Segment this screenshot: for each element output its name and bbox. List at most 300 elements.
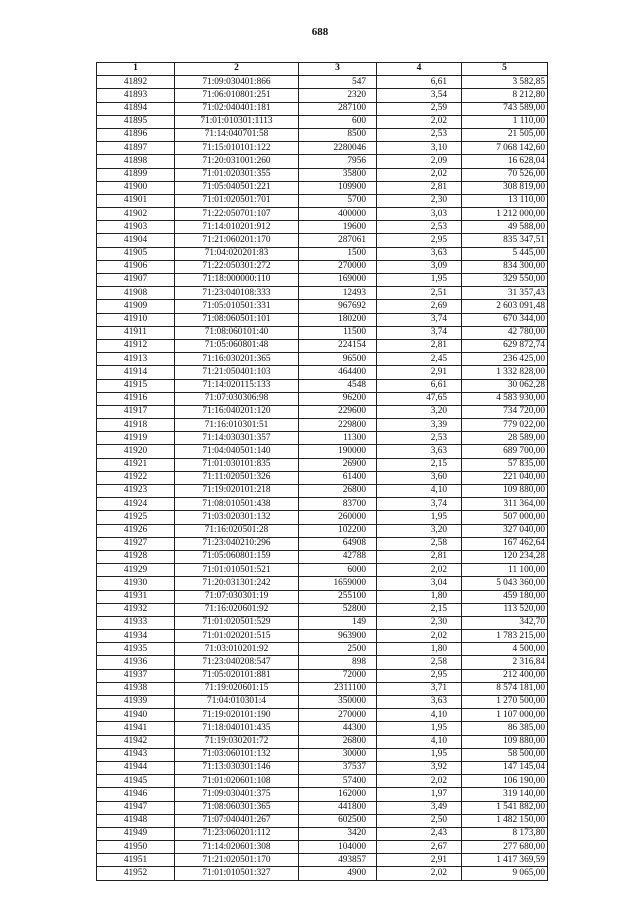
row-number-cell: 41952 <box>97 867 175 880</box>
rate-cell: 4,10 <box>377 485 462 498</box>
row-number-cell: 41929 <box>97 564 175 577</box>
area-cell: 64908 <box>299 537 377 550</box>
table-row <box>97 524 548 537</box>
table-row <box>97 867 548 880</box>
value-cell: 8 574 181,00 <box>462 682 548 695</box>
table-row <box>97 76 548 89</box>
rate-cell: 2,53 <box>377 221 462 234</box>
table-row <box>97 353 548 366</box>
table-row <box>97 274 548 287</box>
table-row <box>97 313 548 326</box>
row-number-cell: 41902 <box>97 208 175 221</box>
rate-cell: 3,74 <box>377 326 462 339</box>
value-cell: 459 180,00 <box>462 590 548 603</box>
value-cell: 4 583 930,00 <box>462 392 548 405</box>
cadastral-number-cell: 71:23:040210:296 <box>175 537 299 550</box>
rate-cell: 2,09 <box>377 155 462 168</box>
cadastral-number-cell: 71:16:020501:28 <box>175 524 299 537</box>
area-cell: 83700 <box>299 498 377 511</box>
row-number-cell: 41900 <box>97 181 175 194</box>
cadastral-number-cell: 71:01:020201:515 <box>175 630 299 643</box>
header-col-4: 4 <box>377 63 462 76</box>
value-cell: 42 780,00 <box>462 326 548 339</box>
row-number-cell: 41911 <box>97 326 175 339</box>
table-row <box>97 550 548 563</box>
table-row <box>97 630 548 643</box>
rate-cell: 2,91 <box>377 366 462 379</box>
rate-cell: 3,63 <box>377 696 462 709</box>
table-row <box>97 392 548 405</box>
value-cell: 11 100,00 <box>462 564 548 577</box>
cadastral-number-cell: 71:02:040401:181 <box>175 102 299 115</box>
row-number-cell: 41944 <box>97 761 175 774</box>
area-cell: 44300 <box>299 722 377 735</box>
area-cell: 287061 <box>299 234 377 247</box>
value-cell: 835 347,51 <box>462 234 548 247</box>
cadastral-number-cell: 71:19:020101:218 <box>175 485 299 498</box>
table-row <box>97 168 548 181</box>
rate-cell: 2,02 <box>377 630 462 643</box>
area-cell: 270000 <box>299 709 377 722</box>
cadastral-number-cell: 71:07:030301:19 <box>175 590 299 603</box>
row-number-cell: 41917 <box>97 405 175 418</box>
cadastral-number-cell: 71:01:010501:327 <box>175 867 299 880</box>
cadastral-number-cell: 71:15:010101:122 <box>175 142 299 155</box>
cadastral-number-cell: 71:22:050301:272 <box>175 260 299 273</box>
area-cell: 11300 <box>299 432 377 445</box>
rate-cell: 1,80 <box>377 643 462 656</box>
value-cell: 1 270 500,00 <box>462 696 548 709</box>
area-cell: 26800 <box>299 485 377 498</box>
rate-cell: 2,02 <box>377 867 462 880</box>
table-row <box>97 643 548 656</box>
area-cell: 898 <box>299 656 377 669</box>
rate-cell: 2,81 <box>377 550 462 563</box>
header-row <box>97 63 548 76</box>
rate-cell: 2,53 <box>377 432 462 445</box>
rate-cell: 3,03 <box>377 208 462 221</box>
rate-cell: 2,67 <box>377 841 462 854</box>
area-cell: 57400 <box>299 775 377 788</box>
row-number-cell: 41949 <box>97 827 175 840</box>
row-number-cell: 41894 <box>97 102 175 115</box>
rate-cell: 3,71 <box>377 682 462 695</box>
row-number-cell: 41913 <box>97 353 175 366</box>
area-cell: 37537 <box>299 761 377 774</box>
value-cell: 5 445,00 <box>462 247 548 260</box>
value-cell: 28 589,00 <box>462 432 548 445</box>
value-cell: 1 417 369,59 <box>462 854 548 867</box>
cadastral-number-cell: 71:05:020101:881 <box>175 669 299 682</box>
table-row <box>97 735 548 748</box>
cadastral-number-cell: 71:14:020115:133 <box>175 379 299 392</box>
area-cell: 169000 <box>299 274 377 287</box>
rate-cell: 1,95 <box>377 511 462 524</box>
cadastral-number-cell: 71:08:060101:40 <box>175 326 299 339</box>
row-number-cell: 41923 <box>97 485 175 498</box>
header-col-3: 3 <box>299 63 377 76</box>
cadastral-number-cell: 71:21:020501:170 <box>175 854 299 867</box>
table-row <box>97 234 548 247</box>
area-cell: 600 <box>299 115 377 128</box>
table-row <box>97 115 548 128</box>
rate-cell: 3,20 <box>377 405 462 418</box>
cadastral-number-cell: 71:16:040201:120 <box>175 405 299 418</box>
rate-cell: 3,63 <box>377 445 462 458</box>
area-cell: 400000 <box>299 208 377 221</box>
cadastral-number-cell: 71:23:060201:112 <box>175 827 299 840</box>
table-row <box>97 379 548 392</box>
rate-cell: 4,10 <box>377 735 462 748</box>
value-cell: 31 357,43 <box>462 287 548 300</box>
value-cell: 212 400,00 <box>462 669 548 682</box>
table-row <box>97 616 548 629</box>
row-number-cell: 41932 <box>97 603 175 616</box>
area-cell: 149 <box>299 616 377 629</box>
value-cell: 1 107 000,00 <box>462 709 548 722</box>
rate-cell: 3,04 <box>377 577 462 590</box>
cadastral-number-cell: 71:01:020301:355 <box>175 168 299 181</box>
row-number-cell: 41914 <box>97 366 175 379</box>
cadastral-number-cell: 71:03:020301:132 <box>175 511 299 524</box>
table-row <box>97 366 548 379</box>
table-row <box>97 247 548 260</box>
cadastral-number-cell: 71:14:040701:58 <box>175 128 299 141</box>
area-cell: 464400 <box>299 366 377 379</box>
value-cell: 58 500,00 <box>462 748 548 761</box>
area-cell: 963900 <box>299 630 377 643</box>
value-cell: 49 588,00 <box>462 221 548 234</box>
header-col-2: 2 <box>175 63 299 76</box>
row-number-cell: 41924 <box>97 498 175 511</box>
cadastral-number-cell: 71:19:030201:72 <box>175 735 299 748</box>
cadastral-number-cell: 71:08:060501:101 <box>175 313 299 326</box>
area-cell: 224154 <box>299 339 377 352</box>
cadastral-number-cell: 71:14:010201:912 <box>175 221 299 234</box>
rate-cell: 2,02 <box>377 168 462 181</box>
row-number-cell: 41943 <box>97 748 175 761</box>
cadastral-number-cell: 71:19:020101:190 <box>175 709 299 722</box>
row-number-cell: 41925 <box>97 511 175 524</box>
row-number-cell: 41893 <box>97 89 175 102</box>
area-cell: 287100 <box>299 102 377 115</box>
value-cell: 106 190,00 <box>462 775 548 788</box>
value-cell: 109 880,00 <box>462 735 548 748</box>
rate-cell: 3,39 <box>377 419 462 432</box>
cadastral-number-cell: 71:16:010301:51 <box>175 419 299 432</box>
row-number-cell: 41941 <box>97 722 175 735</box>
table-row <box>97 339 548 352</box>
row-number-cell: 41942 <box>97 735 175 748</box>
value-cell: 507 000,00 <box>462 511 548 524</box>
rate-cell: 3,20 <box>377 524 462 537</box>
cadastral-number-cell: 71:05:060801:48 <box>175 339 299 352</box>
table-row <box>97 788 548 801</box>
row-number-cell: 41926 <box>97 524 175 537</box>
row-number-cell: 41938 <box>97 682 175 695</box>
cadastral-number-cell: 71:19:020601:15 <box>175 682 299 695</box>
value-cell: 109 880,00 <box>462 485 548 498</box>
cadastral-number-cell: 71:14:020601:308 <box>175 841 299 854</box>
area-cell: 493857 <box>299 854 377 867</box>
area-cell: 12493 <box>299 287 377 300</box>
area-cell: 229600 <box>299 405 377 418</box>
rate-cell: 2,59 <box>377 102 462 115</box>
table-row <box>97 682 548 695</box>
cadastral-number-cell: 71:09:030401:375 <box>175 788 299 801</box>
row-number-cell: 41912 <box>97 339 175 352</box>
table-row <box>97 155 548 168</box>
row-number-cell: 41896 <box>97 128 175 141</box>
rate-cell: 2,58 <box>377 537 462 550</box>
rate-cell: 4,10 <box>377 709 462 722</box>
rate-cell: 47,65 <box>377 392 462 405</box>
cadastral-number-cell: 71:21:050401:103 <box>175 366 299 379</box>
table-row <box>97 564 548 577</box>
table-row <box>97 102 548 115</box>
area-cell: 30000 <box>299 748 377 761</box>
value-cell: 21 505,00 <box>462 128 548 141</box>
row-number-cell: 41927 <box>97 537 175 550</box>
area-cell: 52800 <box>299 603 377 616</box>
row-number-cell: 41905 <box>97 247 175 260</box>
area-cell: 350000 <box>299 696 377 709</box>
area-cell: 96500 <box>299 353 377 366</box>
table-row <box>97 775 548 788</box>
area-cell: 5700 <box>299 194 377 207</box>
row-number-cell: 41931 <box>97 590 175 603</box>
cadastral-number-cell: 71:05:040501:221 <box>175 181 299 194</box>
cadastral-number-cell: 71:18:000000:110 <box>175 274 299 287</box>
table-row <box>97 485 548 498</box>
value-cell: 689 700,00 <box>462 445 548 458</box>
cadastral-number-cell: 71:04:010301:4 <box>175 696 299 709</box>
area-cell: 2280046 <box>299 142 377 155</box>
rate-cell: 2,45 <box>377 353 462 366</box>
rate-cell: 2,30 <box>377 194 462 207</box>
table-row <box>97 669 548 682</box>
value-cell: 8 212,80 <box>462 89 548 102</box>
value-cell: 319 140,00 <box>462 788 548 801</box>
row-number-cell: 41950 <box>97 841 175 854</box>
row-number-cell: 41899 <box>97 168 175 181</box>
rate-cell: 2,50 <box>377 814 462 827</box>
page-number: 688 <box>311 26 329 38</box>
table-row <box>97 722 548 735</box>
rate-cell: 1,95 <box>377 722 462 735</box>
value-cell: 327 040,00 <box>462 524 548 537</box>
value-cell: 120 234,28 <box>462 550 548 563</box>
area-cell: 35800 <box>299 168 377 181</box>
cadastral-number-cell: 71:05:060801:159 <box>175 550 299 563</box>
value-cell: 113 520,00 <box>462 603 548 616</box>
table-row <box>97 498 548 511</box>
table-row <box>97 603 548 616</box>
value-cell: 9 065,00 <box>462 867 548 880</box>
cadastral-number-cell: 71:01:010501:521 <box>175 564 299 577</box>
cadastral-number-cell: 71:18:040101:435 <box>175 722 299 735</box>
area-cell: 8500 <box>299 128 377 141</box>
rate-cell: 2,02 <box>377 775 462 788</box>
table-row <box>97 260 548 273</box>
table-row <box>97 814 548 827</box>
rate-cell: 3,92 <box>377 761 462 774</box>
rate-cell: 1,95 <box>377 274 462 287</box>
row-number-cell: 41946 <box>97 788 175 801</box>
table-row <box>97 221 548 234</box>
table-row <box>97 696 548 709</box>
cadastral-number-cell: 71:13:030301:146 <box>175 761 299 774</box>
data-table <box>96 62 548 881</box>
area-cell: 61400 <box>299 471 377 484</box>
value-cell: 277 680,00 <box>462 841 548 854</box>
row-number-cell: 41898 <box>97 155 175 168</box>
value-cell: 4 500,00 <box>462 643 548 656</box>
table-row <box>97 537 548 550</box>
row-number-cell: 41921 <box>97 458 175 471</box>
cadastral-number-cell: 71:20:031001:260 <box>175 155 299 168</box>
table-row <box>97 89 548 102</box>
table-row <box>97 405 548 418</box>
cadastral-number-cell: 71:03:010201:92 <box>175 643 299 656</box>
header-col-5: 5 <box>462 63 548 76</box>
area-cell: 547 <box>299 76 377 89</box>
table-row <box>97 841 548 854</box>
area-cell: 102200 <box>299 524 377 537</box>
rate-cell: 1,97 <box>377 788 462 801</box>
row-number-cell: 41907 <box>97 274 175 287</box>
cadastral-number-cell: 71:21:060201:170 <box>175 234 299 247</box>
rate-cell: 2,91 <box>377 854 462 867</box>
row-number-cell: 41936 <box>97 656 175 669</box>
cadastral-number-cell: 71:20:031301:242 <box>175 577 299 590</box>
value-cell: 743 589,00 <box>462 102 548 115</box>
area-cell: 26900 <box>299 458 377 471</box>
area-cell: 19600 <box>299 221 377 234</box>
row-number-cell: 41892 <box>97 76 175 89</box>
value-cell: 834 300,00 <box>462 260 548 273</box>
value-cell: 8 173,80 <box>462 827 548 840</box>
rate-cell: 2,15 <box>377 603 462 616</box>
row-number-cell: 41948 <box>97 814 175 827</box>
table-row <box>97 128 548 141</box>
rate-cell: 1,80 <box>377 590 462 603</box>
rate-cell: 3,54 <box>377 89 462 102</box>
cadastral-number-cell: 71:01:020501:529 <box>175 616 299 629</box>
table-row <box>97 445 548 458</box>
cadastral-number-cell: 71:01:020601:108 <box>175 775 299 788</box>
area-cell: 441800 <box>299 801 377 814</box>
value-cell: 3 582,85 <box>462 76 548 89</box>
cadastral-number-cell: 71:01:030101:835 <box>175 458 299 471</box>
value-cell: 147 145,04 <box>462 761 548 774</box>
row-number-cell: 41903 <box>97 221 175 234</box>
rate-cell: 2,53 <box>377 128 462 141</box>
cadastral-number-cell: 71:16:030201:365 <box>175 353 299 366</box>
row-number-cell: 41915 <box>97 379 175 392</box>
table-row <box>97 471 548 484</box>
value-cell: 236 425,00 <box>462 353 548 366</box>
area-cell: 109900 <box>299 181 377 194</box>
rate-cell: 2,95 <box>377 234 462 247</box>
rate-cell: 2,58 <box>377 656 462 669</box>
area-cell: 96200 <box>299 392 377 405</box>
row-number-cell: 41933 <box>97 616 175 629</box>
row-number-cell: 41940 <box>97 709 175 722</box>
value-cell: 342,70 <box>462 616 548 629</box>
row-number-cell: 41904 <box>97 234 175 247</box>
row-number-cell: 41920 <box>97 445 175 458</box>
value-cell: 5 043 360,00 <box>462 577 548 590</box>
cadastral-number-cell: 71:06:010801:251 <box>175 89 299 102</box>
area-cell: 260000 <box>299 511 377 524</box>
rate-cell: 2,30 <box>377 616 462 629</box>
row-number-cell: 41916 <box>97 392 175 405</box>
table-row <box>97 181 548 194</box>
table-row <box>97 827 548 840</box>
cadastral-number-cell: 71:01:020501:701 <box>175 194 299 207</box>
row-number-cell: 41895 <box>97 115 175 128</box>
row-number-cell: 41928 <box>97 550 175 563</box>
cadastral-number-cell: 71:11:020501:326 <box>175 471 299 484</box>
cadastral-number-cell: 71:04:020201:83 <box>175 247 299 260</box>
table-row <box>97 208 548 221</box>
area-cell: 104000 <box>299 841 377 854</box>
table-row <box>97 709 548 722</box>
cadastral-number-cell: 71:23:040208:547 <box>175 656 299 669</box>
area-cell: 190000 <box>299 445 377 458</box>
area-cell: 11500 <box>299 326 377 339</box>
row-number-cell: 41947 <box>97 801 175 814</box>
area-cell: 7956 <box>299 155 377 168</box>
rate-cell: 2,15 <box>377 458 462 471</box>
table-row <box>97 458 548 471</box>
rate-cell: 3,74 <box>377 498 462 511</box>
table-row <box>97 801 548 814</box>
value-cell: 13 110,00 <box>462 194 548 207</box>
value-cell: 57 835,00 <box>462 458 548 471</box>
value-cell: 30 062,28 <box>462 379 548 392</box>
cadastral-number-cell: 71:08:010501:438 <box>175 498 299 511</box>
table-row <box>97 142 548 155</box>
rate-cell: 3,74 <box>377 313 462 326</box>
header-col-1: 1 <box>97 63 175 76</box>
value-cell: 2 603 091,48 <box>462 300 548 313</box>
table-row <box>97 577 548 590</box>
value-cell: 308 819,00 <box>462 181 548 194</box>
area-cell: 602500 <box>299 814 377 827</box>
row-number-cell: 41909 <box>97 300 175 313</box>
rate-cell: 2,95 <box>377 669 462 682</box>
area-cell: 162000 <box>299 788 377 801</box>
value-cell: 1 212 000,00 <box>462 208 548 221</box>
area-cell: 967692 <box>299 300 377 313</box>
area-cell: 1659000 <box>299 577 377 590</box>
rate-cell: 2,81 <box>377 181 462 194</box>
rate-cell: 3,10 <box>377 142 462 155</box>
rate-cell: 2,43 <box>377 827 462 840</box>
table-row <box>97 590 548 603</box>
table-row <box>97 287 548 300</box>
area-cell: 255100 <box>299 590 377 603</box>
row-number-cell: 41951 <box>97 854 175 867</box>
cadastral-number-cell: 71:05:010501:331 <box>175 300 299 313</box>
value-cell: 167 462,64 <box>462 537 548 550</box>
area-cell: 42788 <box>299 550 377 563</box>
row-number-cell: 41945 <box>97 775 175 788</box>
table-row <box>97 432 548 445</box>
rate-cell: 3,60 <box>377 471 462 484</box>
